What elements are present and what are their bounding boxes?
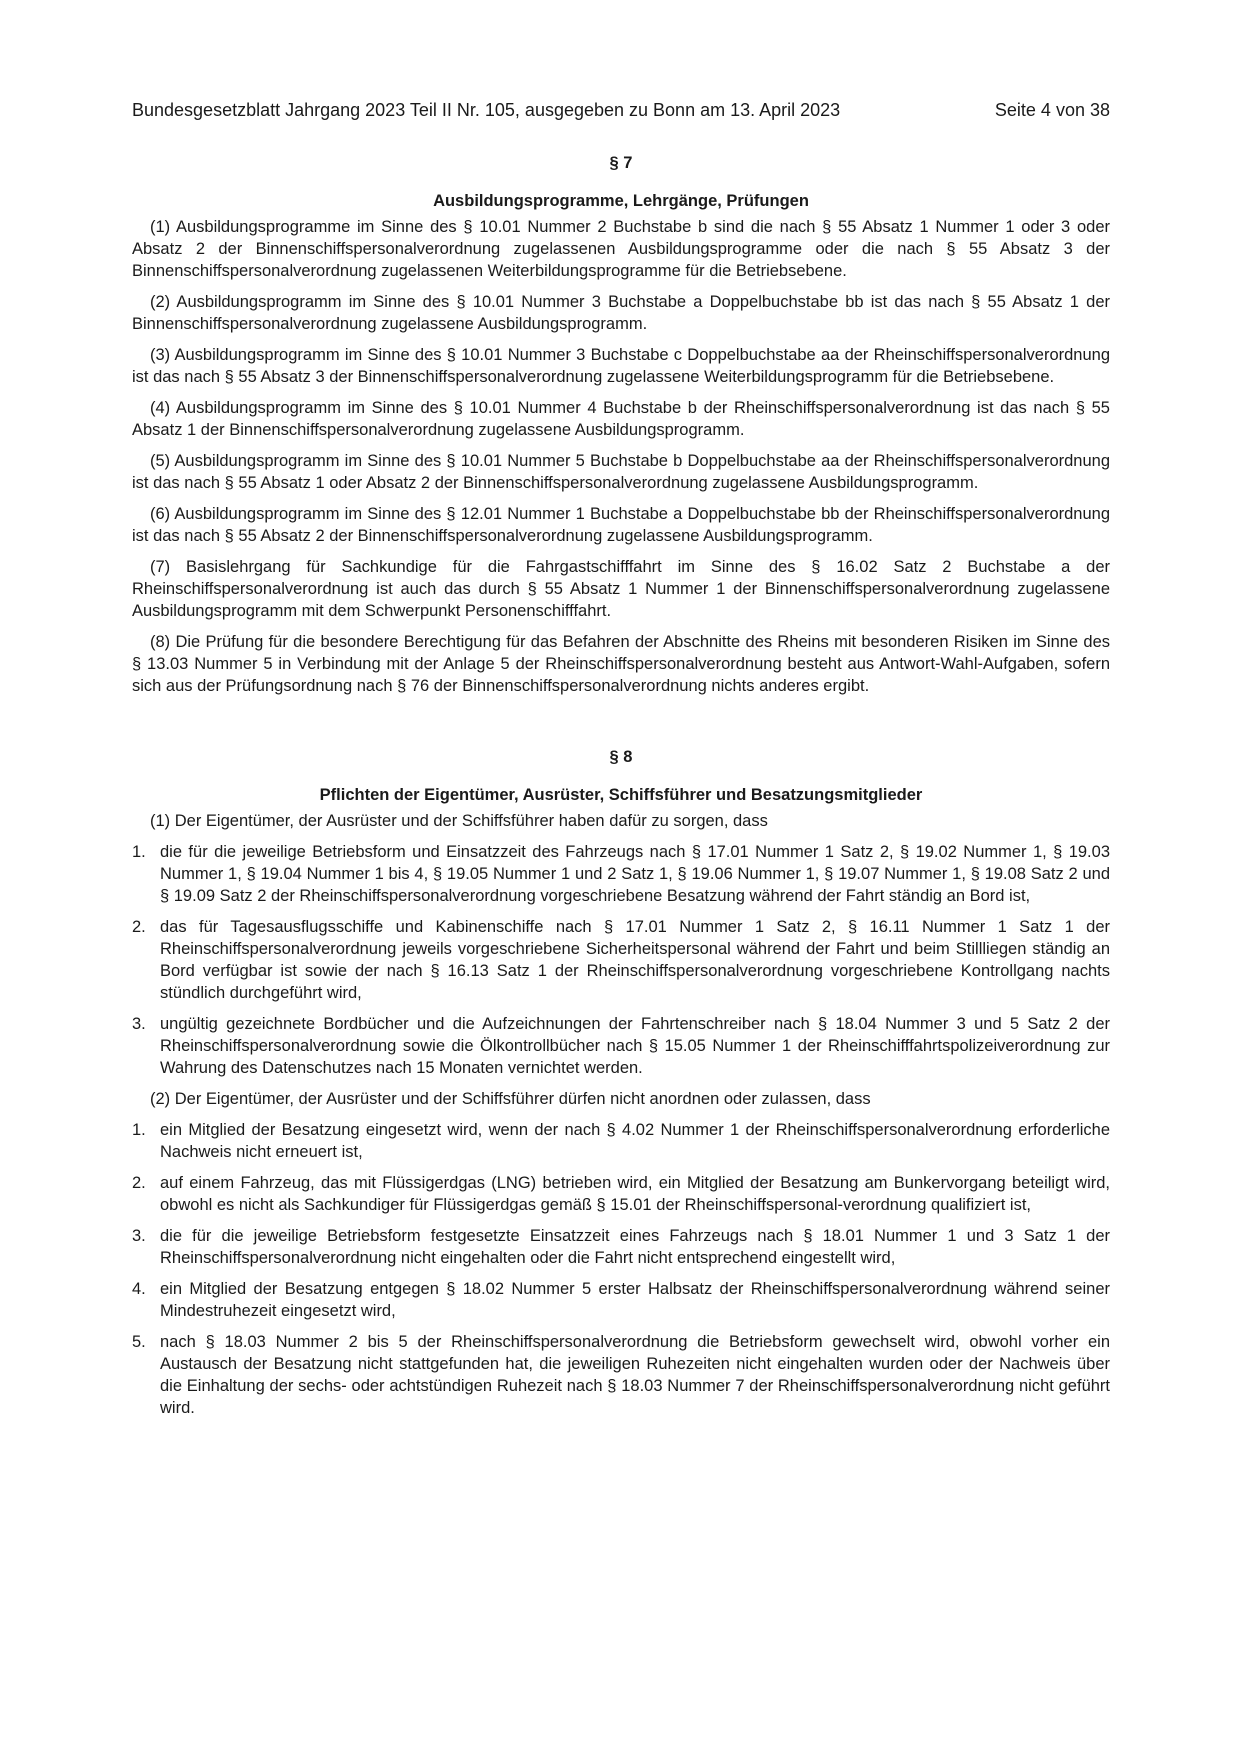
- list-item: [132, 1278, 1110, 1322]
- section-7-paragraph-6: (6) Ausbildungsprogramm im Sinne des § 12.01 Nummer 1 Buchstabe a Doppelbuchstabe bb der Rheinschiffspersonalverordnung ist das nach § 55 Absatz 2 der Binnenschiffspersonalverordnung zugelassene Ausbildungsprogramm.: [132, 505, 1110, 545]
- section-7-paragraph-4: (4) Ausbildungsprogramm im Sinne des § 10.01 Nummer 4 Buchstabe b der Rheinschiffspersonalverordnung ist das nach § 55 Absatz 1 der Binnenschiffspersonalverordnung zugelassene Ausbildungsprogramm.: [132, 399, 1110, 439]
- section-7-paragraph-3: (3) Ausbildungsprogramm im Sinne des § 10.01 Nummer 3 Buchstabe c Doppelbuchstabe aa der Rheinschiffspersonalverordnung ist das nach § 55 Absatz 3 der Binnenschiffspersonalverordnung zugelassene Weiterbildungsprogramm für die Betriebsebene.: [132, 346, 1110, 386]
- section-8-sign: § 8: [609, 748, 633, 766]
- list-item: [132, 1013, 1110, 1079]
- header-page-number: Seite 4 von 38: [994, 100, 1110, 120]
- list-item-text: auf einem Fahrzeug, das mit Flüssigerdgas (LNG) betrieben wird, ein Mitglied der Besatzung am Bunkervorgang beteiligt wird, obwohl es nicht als Sachkundiger für Flüssigerdgas gemäß § 15.01 der Rheinschiffspersonal-verordnung qualifiziert ist,: [160, 1174, 1110, 1214]
- list-item-number: 3.: [132, 1227, 146, 1245]
- section-8: [132, 746, 1110, 1419]
- section-8-title: Pflichten der Eigentümer, Ausrüster, Schiffsführer und Besatzungsmitglieder: [319, 786, 923, 804]
- list-item-number: 3.: [132, 1015, 146, 1033]
- list-item: [132, 1119, 1110, 1163]
- list-item: [132, 841, 1110, 907]
- section-8-paragraph-1-intro: (1) Der Eigentümer, der Ausrüster und der Schiffsführer haben dafür zu sorgen, dass: [150, 812, 768, 830]
- section-spacer: [132, 706, 1110, 746]
- list-item-text: die für die jeweilige Betriebsform festgesetzte Einsatzzeit eines Fahrzeugs nach § 18.01 Nummer 1 und 3 Satz 1 der Rheinschiffspersonalverordnung nicht eingehalten oder die Fahrt nicht entsprechend eingestellt wird,: [160, 1227, 1110, 1267]
- list-item-text: das für Tagesausflugsschiffe und Kabinenschiffe nach § 17.01 Nummer 1 Satz 2, § 16.11 Nummer 1 Satz 1 der Rheinschiffspersonalverordnung jeweils vorgeschriebene Sicherheitspersonal während der Fahrt und beim Stillliegen ständig an Bord verfügbar ist sowie der nach § 16.13 Satz 1 der Rheinschiffspersonalverordnung vorgeschriebene Kontrollgang nachts stündlich durchgeführt wird,: [160, 918, 1110, 1002]
- document-body: [132, 152, 1110, 1428]
- list-item-number: 5.: [132, 1333, 146, 1351]
- section-7-paragraph-1: (1) Ausbildungsprogramme im Sinne des § 10.01 Nummer 2 Buchstabe b sind die nach § 55 Absatz 1 Nummer 1 oder 3 oder Absatz 2 der Binnenschiffspersonalverordnung zugelassenen Ausbildungsprogramme oder die nach § 55 Absatz 3 der Binnenschiffspersonalverordnung zugelassenen Weiterbildungsprogramme für die Betriebsebene.: [132, 218, 1110, 280]
- section-8-paragraph-2-intro: (2) Der Eigentümer, der Ausrüster und der Schiffsführer dürfen nicht anordnen oder zulassen, dass: [150, 1090, 871, 1108]
- section-8-paragraph-2-list: [132, 1119, 1110, 1419]
- list-item: [132, 916, 1110, 1004]
- header-publication: Bundesgesetzblatt Jahrgang 2023 Teil II Nr. 105, ausgegeben zu Bonn am 13. April 2023: [132, 100, 841, 120]
- section-8-paragraph-1-list: [132, 841, 1110, 1079]
- list-item-text: nach § 18.03 Nummer 2 bis 5 der Rheinschiffspersonalverordnung die Betriebsform gewechselt wird, obwohl vorher ein Austausch der Besatzung nicht stattgefunden hat, die jeweiligen Ruhezeiten nicht eingehalten wurden oder der Nachweis über die Einhaltung der sechs- oder achtstündigen Ruhezeit nach § 18.03 Nummer 7 der Rheinschiffspersonalverordnung nicht geführt wird.: [160, 1333, 1110, 1417]
- page-header: [132, 98, 1110, 122]
- section-7-paragraph-2: (2) Ausbildungsprogramm im Sinne des § 10.01 Nummer 3 Buchstabe a Doppelbuchstabe bb ist das nach § 55 Absatz 1 der Binnenschiffspersonalverordnung zugelassene Ausbildungsprogramm.: [132, 293, 1110, 333]
- list-item-number: 2.: [132, 1174, 146, 1192]
- list-item-text: ein Mitglied der Besatzung eingesetzt wird, wenn der nach § 4.02 Nummer 1 der Rheinschiffspersonalverordnung erforderliche Nachweis nicht erneuert ist,: [160, 1121, 1110, 1161]
- list-item-number: 4.: [132, 1280, 146, 1298]
- section-7-paragraph-7: (7) Basislehrgang für Sachkundige für die Fahrgastschifffahrt im Sinne des § 16.02 Satz 2 Buchstabe a der Rheinschiffspersonalverordnung ist auch das durch § 55 Absatz 1 Nummer 1 der Binnenschiffspersonalverordnung zugelassene Ausbildungsprogramm mit dem Schwerpunkt Personenschifffahrt.: [132, 558, 1110, 620]
- list-item-text: die für die jeweilige Betriebsform und Einsatzzeit des Fahrzeugs nach § 17.01 Nummer 1 Satz 2, § 19.02 Nummer 1, § 19.03 Nummer 1, § 19.04 Nummer 1 bis 4, § 19.05 Nummer 1 und 2 Satz 1, § 19.06 Nummer 1, § 19.07 Nummer 1, § 19.08 Satz 2 und § 19.09 Satz 2 der Rheinschiffspersonalverordnung vorgeschriebene Besatzung während der Fahrt ständig an Bord ist,: [160, 843, 1110, 905]
- section-7: [132, 152, 1110, 697]
- list-item-text: ein Mitglied der Besatzung entgegen § 18.02 Nummer 5 erster Halbsatz der Rheinschiffspersonalverordnung während seiner Mindestruhezeit eingesetzt wird,: [160, 1280, 1110, 1320]
- section-7-paragraph-8: (8) Die Prüfung für die besondere Berechtigung für das Befahren der Abschnitte des Rheins mit besonderen Risiken im Sinne des § 13.03 Nummer 5 in Verbindung mit der Anlage 5 der Rheinschiffspersonalverordnung besteht aus Antwort-Wahl-Aufgaben, sofern sich aus der Prüfungsordnung nach § 76 der Binnenschiffspersonalverordnung nichts anderes ergibt.: [132, 633, 1110, 695]
- list-item: [132, 1331, 1110, 1419]
- section-7-paragraph-5: (5) Ausbildungsprogramm im Sinne des § 10.01 Nummer 5 Buchstabe b Doppelbuchstabe aa der Rheinschiffspersonalverordnung ist das nach § 55 Absatz 1 oder Absatz 2 der Binnenschiffspersonalverordnung zugelassene Ausbildungsprogramm.: [132, 452, 1110, 492]
- list-item-number: 2.: [132, 918, 146, 936]
- list-item: [132, 1172, 1110, 1216]
- list-item-text: ungültig gezeichnete Bordbücher und die Aufzeichnungen der Fahrtenschreiber nach § 18.04 Nummer 3 und 5 Satz 2 der Rheinschiffspersonalverordnung sowie die Ölkontrollbücher nach § 15.05 Nummer 1 der Rheinschifffahrtspolizeiverordnung zur Wahrung des Datenschutzes nach 15 Monaten vernichtet werden.: [160, 1015, 1110, 1077]
- list-item-number: 1.: [132, 1121, 146, 1139]
- list-item-number: 1.: [132, 843, 146, 861]
- section-7-title: Ausbildungsprogramme, Lehrgänge, Prüfungen: [433, 192, 809, 210]
- list-item: [132, 1225, 1110, 1269]
- section-7-sign: § 7: [609, 154, 633, 172]
